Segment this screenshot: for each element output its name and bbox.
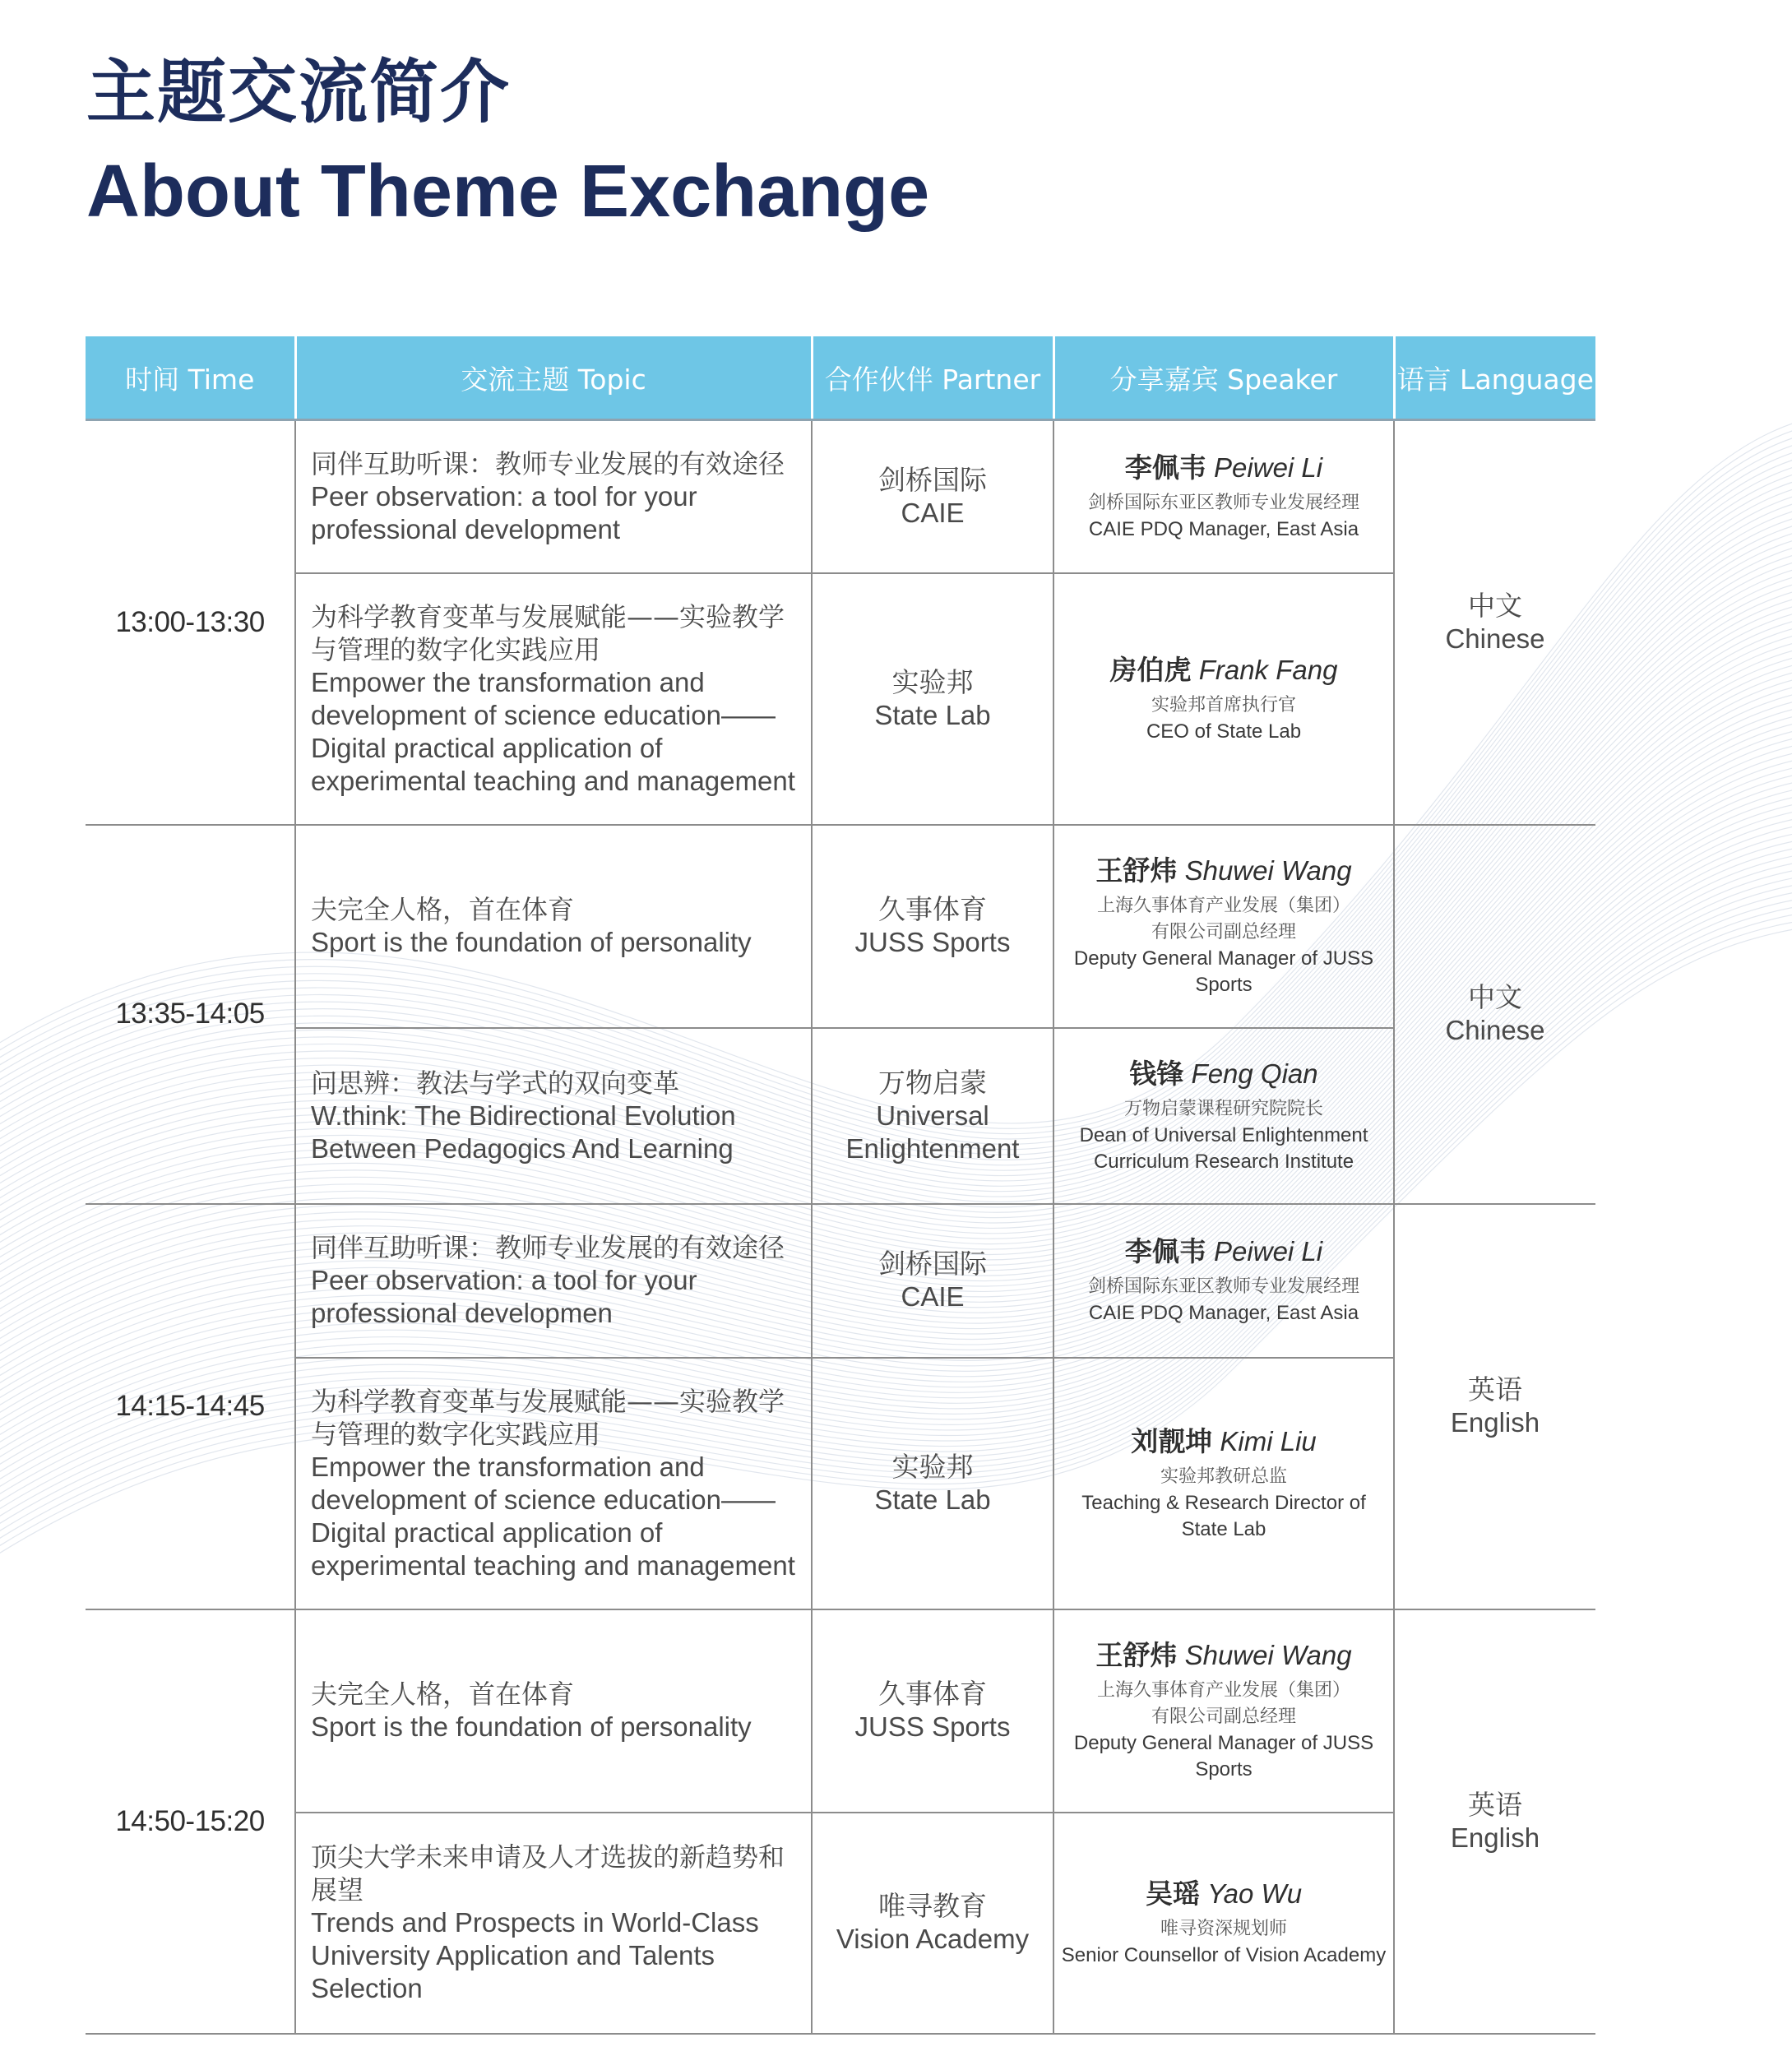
- partner-cell: [812, 1028, 1053, 1204]
- topic-title-en: W.think: The Bidirectional Evolution Between Pedagogics And Learning: [311, 1100, 736, 1164]
- table-row: [86, 573, 1595, 825]
- language-cn: 中文: [1468, 981, 1522, 1013]
- topic-title-cn: 同伴互助听课：教师专业发展的有效途径: [311, 1232, 785, 1263]
- header-speaker: 分享嘉宾 Speaker: [1053, 336, 1394, 420]
- speaker-name-en: Kimi Liu: [1220, 1425, 1317, 1456]
- language-cn: 英语: [1468, 1373, 1522, 1405]
- language-en: English: [1450, 1822, 1540, 1853]
- time-cell: [86, 825, 295, 1204]
- topic-cell: [295, 825, 812, 1028]
- speaker-role-cn: 剑桥国际东亚区教师专业发展经理: [1087, 492, 1359, 513]
- speaker-name: [1054, 1424, 1393, 1459]
- language-cell: [1394, 825, 1595, 1204]
- session-time: 14:50-15:20: [115, 1804, 265, 1837]
- language-en: Chinese: [1445, 623, 1545, 654]
- speaker-name-cn: 房伯虎: [1109, 653, 1192, 686]
- speaker-name-en: Yao Wu: [1207, 1878, 1303, 1909]
- topic-title-cn: 为科学教育变革与发展赋能——实验教学 与管理的数字化实践应用: [311, 1385, 785, 1450]
- speaker-role-en: Senior Counsellor of Vision Academy: [1061, 1944, 1387, 1966]
- language-cell: [1394, 1204, 1595, 1609]
- header-topic: 交流主题 Topic: [295, 336, 812, 420]
- partner-cell: [812, 1204, 1053, 1358]
- speaker-role-cn: 万物启蒙课程研究院院长: [1123, 1098, 1323, 1119]
- speaker-cell: [1053, 573, 1394, 825]
- table-row: [86, 1609, 1595, 1813]
- speaker-role-en: Dean of Universal Enlightenment Curriculum Research Institute: [1079, 1123, 1368, 1173]
- speaker-name: [1054, 854, 1393, 888]
- speaker-name-en: Shuwei Wang: [1184, 855, 1352, 886]
- partner-name-en: JUSS Sports: [854, 1711, 1011, 1742]
- partner-cell: [812, 573, 1053, 825]
- speaker-name: [1054, 653, 1393, 688]
- topic-title-en: Peer observation: a tool for your professional development: [311, 480, 697, 544]
- topic-cell: [295, 1358, 812, 1609]
- speaker-cell: [1053, 420, 1394, 573]
- partner-name-cn: 剑桥国际: [878, 463, 987, 496]
- speaker-name-en: Frank Fang: [1198, 654, 1338, 685]
- partner-name-cn: 剑桥国际: [878, 1248, 987, 1280]
- table-row: [86, 1813, 1595, 2034]
- speaker-name-en: Feng Qian: [1191, 1058, 1318, 1089]
- speaker-role-en: Deputy General Manager of JUSS Sports: [1073, 947, 1374, 996]
- speaker-role-en: CAIE PDQ Manager, East Asia: [1088, 1302, 1359, 1324]
- table-row: [86, 1204, 1595, 1358]
- topic-title-en: Empower the transformation and development of science education—— Digital practical application of experimental teaching and management: [311, 1451, 795, 1581]
- speaker-role-en: Teaching & Research Director of State Lab: [1081, 1491, 1366, 1540]
- time-cell: [86, 1204, 295, 1609]
- partner-name-en: CAIE: [901, 1281, 965, 1312]
- schedule-table: [86, 336, 1595, 2035]
- topic-cell: [295, 1813, 812, 2034]
- speaker-name-en: Peiwei Li: [1214, 451, 1323, 483]
- page-title-cn: 主题交流简介: [86, 52, 512, 132]
- partner-name-en: CAIE: [901, 497, 965, 528]
- partner-cell: [812, 1358, 1053, 1609]
- topic-title-en: Sport is the foundation of personality: [311, 927, 752, 957]
- table-header-row: [86, 336, 1595, 420]
- table-row: [86, 1358, 1595, 1609]
- topic-title-cn: 夫完全人格，首在体育: [311, 894, 575, 925]
- topic-cell: [295, 1028, 812, 1204]
- partner-name-cn: 实验邦: [891, 1450, 974, 1483]
- speaker-role-cn: 上海久事体育产业发展（集团） 有限公司副总经理: [1096, 1680, 1350, 1727]
- speaker-name-cn: 李佩韦: [1124, 1235, 1206, 1267]
- session-time: 13:35-14:05: [115, 998, 265, 1030]
- speaker-name: [1054, 1877, 1393, 1911]
- speaker-name: [1054, 451, 1393, 485]
- topic-title-cn: 顶尖大学未来申请及人才选拔的新趋势和 展望: [311, 1841, 785, 1906]
- speaker-name-cn: 钱锋: [1129, 1057, 1184, 1090]
- speaker-name: [1054, 1234, 1393, 1269]
- partner-name-cn: 久事体育: [878, 1678, 987, 1710]
- header-language: 语言 Language: [1394, 336, 1595, 420]
- speaker-role-cn: 实验邦教研总监: [1160, 1466, 1287, 1487]
- partner-name-cn: 万物启蒙: [878, 1066, 987, 1099]
- topic-title-cn: 问思辨：教法与学式的双向变革: [311, 1067, 680, 1099]
- time-cell: [86, 1609, 295, 2034]
- speaker-name-cn: 李佩韦: [1124, 451, 1206, 484]
- table-row: [86, 1028, 1595, 1204]
- language-cell: [1394, 1609, 1595, 2034]
- topic-cell: [295, 420, 812, 573]
- speaker-role-cn: 实验邦首席执行官: [1151, 694, 1296, 715]
- topic-cell: [295, 1609, 812, 1813]
- topic-title-en: Empower the transformation and development of science education—— Digital practical application of experimental teaching and management: [311, 666, 795, 796]
- topic-title-en: Peer observation: a tool for your professional developmen: [311, 1265, 697, 1328]
- partner-cell: [812, 1813, 1053, 2034]
- speaker-cell: [1053, 1358, 1394, 1609]
- speaker-role-en: CAIE PDQ Manager, East Asia: [1088, 517, 1359, 540]
- language-en: English: [1450, 1407, 1540, 1438]
- speaker-role-cn: 唯寻资深规划师: [1160, 1919, 1287, 1939]
- session-time: 13:00-13:30: [115, 605, 265, 638]
- partner-name-cn: 唯寻教育: [878, 1890, 987, 1922]
- partner-cell: [812, 420, 1053, 573]
- speaker-cell: [1053, 1609, 1394, 1813]
- speaker-name-cn: 王舒炜: [1095, 1639, 1178, 1671]
- speaker-role-en: CEO of State Lab: [1146, 720, 1302, 743]
- speaker-name-en: Shuwei Wang: [1184, 1640, 1352, 1670]
- speaker-name: [1054, 1057, 1393, 1091]
- header-time: 时间 Time: [86, 336, 295, 420]
- partner-name-cn: 久事体育: [878, 893, 987, 925]
- partner-name-en: JUSS Sports: [854, 927, 1011, 957]
- speaker-name-en: Peiwei Li: [1214, 1236, 1323, 1266]
- partner-name-en: Universal Enlightenment: [845, 1100, 1020, 1164]
- topic-cell: [295, 573, 812, 825]
- speaker-role-cn: 上海久事体育产业发展（集团） 有限公司副总经理: [1096, 896, 1350, 942]
- speaker-cell: [1053, 1028, 1394, 1204]
- table-row: [86, 825, 1595, 1028]
- speaker-cell: [1053, 1813, 1394, 2034]
- language-en: Chinese: [1445, 1015, 1545, 1045]
- speaker-name: [1054, 1638, 1393, 1673]
- speaker-cell: [1053, 825, 1394, 1028]
- language-cn: 英语: [1468, 1788, 1522, 1821]
- time-cell: [86, 420, 295, 825]
- partner-cell: [812, 825, 1053, 1028]
- partner-name-cn: 实验邦: [891, 665, 974, 698]
- speaker-role-en: Deputy General Manager of JUSS Sports: [1073, 1732, 1374, 1780]
- header-partner: 合作伙伴 Partner: [812, 336, 1053, 420]
- partner-cell: [812, 1609, 1053, 1813]
- topic-title-cn: 夫完全人格，首在体育: [311, 1679, 575, 1710]
- topic-title-en: Trends and Prospects in World-Class University Application and Talents Selection: [311, 1907, 759, 2003]
- speaker-name-cn: 刘靓坤: [1131, 1424, 1213, 1457]
- language-cn: 中文: [1468, 589, 1522, 622]
- language-cell: [1394, 420, 1595, 825]
- speaker-name-cn: 王舒炜: [1095, 854, 1178, 887]
- session-time: 14:15-14:45: [115, 1390, 265, 1422]
- speaker-cell: [1053, 1204, 1394, 1358]
- table-row: [86, 420, 1595, 573]
- topic-cell: [295, 1204, 812, 1358]
- topic-title-en: Sport is the foundation of personality: [311, 1711, 752, 1742]
- speaker-name-cn: 吴瑶: [1145, 1878, 1200, 1910]
- partner-name-en: State Lab: [874, 699, 991, 730]
- partner-name-en: Vision Academy: [836, 1924, 1030, 1954]
- topic-title-cn: 同伴互助听课：教师专业发展的有效途径: [311, 447, 785, 479]
- speaker-role-cn: 剑桥国际东亚区教师专业发展经理: [1087, 1276, 1359, 1297]
- partner-name-en: State Lab: [874, 1484, 991, 1515]
- page-title-en: About Theme Exchange: [86, 150, 930, 233]
- topic-title-cn: 为科学教育变革与发展赋能——实验教学 与管理的数字化实践应用: [311, 600, 785, 665]
